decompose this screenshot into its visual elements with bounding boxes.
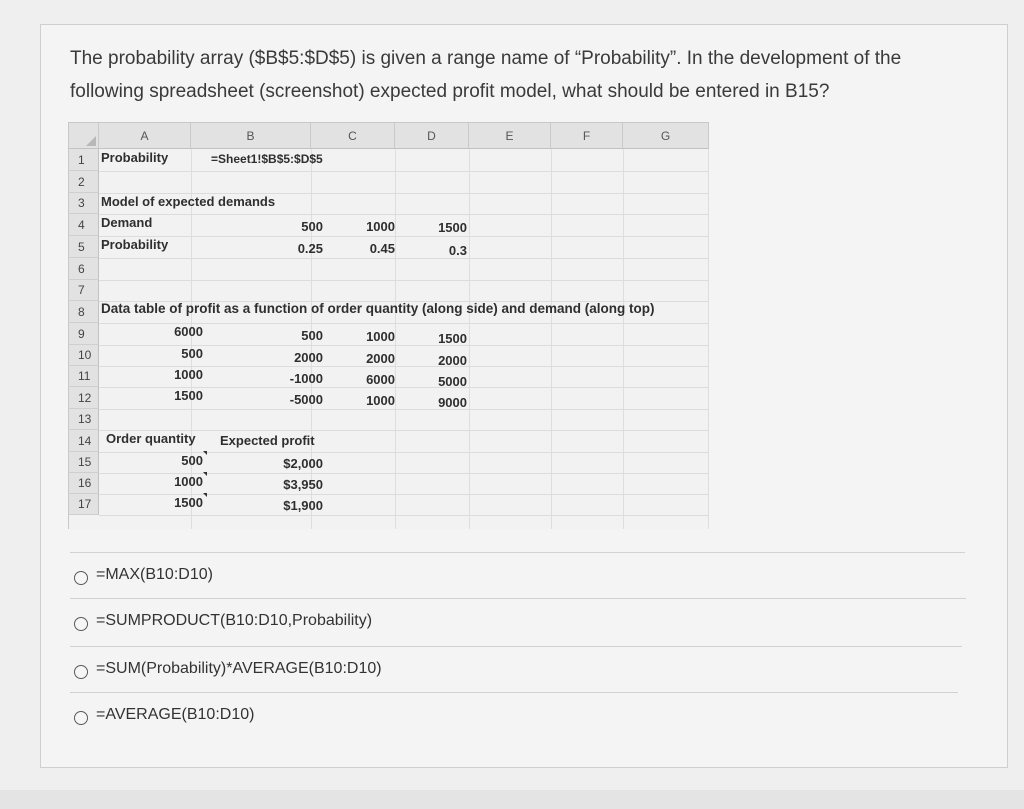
- grid-line: [99, 280, 709, 281]
- cell-d10: 2000: [438, 353, 467, 368]
- grid-line: [99, 171, 709, 172]
- grid-line: [99, 515, 709, 516]
- grid-line: [623, 149, 624, 529]
- cell-a5: Probability: [101, 237, 169, 252]
- row-header: 5: [69, 236, 99, 258]
- col-header-a: A: [99, 123, 191, 149]
- cell-c5: 0.45: [369, 241, 395, 256]
- row-header: 3: [69, 193, 99, 214]
- cell-b4: 500: [301, 219, 323, 234]
- col-header-g: G: [623, 123, 709, 149]
- option-sum-average[interactable]: [70, 646, 962, 691]
- cell-a14: Order quantity: [106, 431, 196, 446]
- cell-c11: 6000: [366, 372, 395, 387]
- cell-d9: 1500: [438, 331, 467, 346]
- page-bottom-edge: [0, 790, 1024, 809]
- cell-a3: Model of expected demands: [101, 194, 276, 209]
- radio-button-icon[interactable]: [74, 711, 88, 725]
- option-average[interactable]: [70, 692, 958, 737]
- cell-d4: 1500: [438, 220, 467, 235]
- option-label[interactable]: =SUM(Probability)*AVERAGE(B10:D10): [96, 660, 382, 677]
- cell-d11: 5000: [438, 374, 467, 389]
- cell-a10: 500: [181, 346, 203, 361]
- col-header-e: E: [469, 123, 551, 149]
- cell-c4: 1000: [366, 219, 395, 234]
- cell-a9: 6000: [174, 324, 203, 339]
- cell-a12: 1500: [174, 388, 203, 403]
- grid-line: [99, 236, 709, 237]
- grid-line: [99, 258, 709, 259]
- radio-button-icon[interactable]: [74, 571, 88, 585]
- cell-a17: 1500: [174, 495, 203, 510]
- row-header: 7: [69, 280, 99, 301]
- cell-a1: Probability: [101, 150, 169, 165]
- option-label[interactable]: =AVERAGE(B10:D10): [96, 706, 255, 723]
- radio-button-icon[interactable]: [74, 665, 88, 679]
- cell-b9: 500: [301, 328, 323, 343]
- row-header: 9: [69, 323, 99, 345]
- cell-c12: 1000: [366, 393, 395, 408]
- question-text: [70, 42, 1000, 108]
- cell-b12: -5000: [289, 392, 323, 407]
- cell-b10: 2000: [294, 350, 323, 365]
- grid-line: [469, 149, 470, 529]
- row-header: 10: [69, 345, 99, 366]
- cell-a8: Data table of profit as a function of order quantity (along side) and demand (along top): [101, 301, 655, 316]
- error-indicator-icon: [203, 472, 207, 476]
- row-header: 2: [69, 171, 99, 193]
- cell-c9: 1000: [366, 329, 395, 344]
- cell-b16: $3,950: [283, 477, 323, 492]
- grid-line: [708, 149, 709, 529]
- cell-a4: Demand: [101, 215, 153, 230]
- cell-b11: -1000: [289, 371, 323, 386]
- cell-b14: Expected profit: [220, 433, 315, 448]
- cell-a16: 1000: [174, 474, 203, 489]
- row-header: 8: [69, 301, 99, 323]
- question-line-2: following spreadsheet (screenshot) expected profit model, what should be entered in B15?: [70, 81, 830, 102]
- cell-a15: 500: [181, 453, 203, 468]
- col-header-c: C: [311, 123, 395, 149]
- error-indicator-icon: [203, 493, 207, 497]
- row-header: 4: [69, 214, 99, 236]
- row-header: 12: [69, 387, 99, 409]
- row-header: 6: [69, 258, 99, 280]
- option-label[interactable]: =MAX(B10:D10): [96, 566, 213, 583]
- cell-b17: $1,900: [283, 498, 323, 513]
- question-line-1: The probability array ($B$5:$D$5) is given a range name of “Probability”. In the development of the: [70, 48, 902, 69]
- cell-d5: 0.3: [448, 243, 467, 258]
- row-header: 15: [69, 452, 99, 473]
- select-all-corner: [69, 123, 99, 149]
- row-header: 14: [69, 430, 99, 452]
- row-header: 13: [69, 409, 99, 430]
- grid-line: [99, 214, 709, 215]
- row-header: 16: [69, 473, 99, 494]
- col-header-f: F: [551, 123, 623, 149]
- radio-button-icon[interactable]: [74, 617, 88, 631]
- cell-d12: 9000: [438, 395, 467, 410]
- row-header: 1: [69, 149, 99, 171]
- spreadsheet-screenshot: [68, 122, 709, 529]
- row-header: 11: [69, 366, 99, 387]
- cell-b1: =Sheet1!$B$5:$D$5: [211, 152, 323, 166]
- cell-b5: 0.25: [297, 241, 323, 256]
- option-sumproduct[interactable]: [70, 598, 966, 643]
- option-max[interactable]: [70, 552, 965, 597]
- col-header-b: B: [191, 123, 311, 149]
- grid-line: [551, 149, 552, 529]
- cell-c10: 2000: [366, 351, 395, 366]
- col-header-d: D: [395, 123, 469, 149]
- error-indicator-icon: [203, 451, 207, 455]
- cell-a11: 1000: [174, 367, 203, 382]
- cell-b15: $2,000: [283, 456, 323, 471]
- option-label[interactable]: =SUMPRODUCT(B10:D10,Probability): [96, 612, 373, 629]
- row-header: 17: [69, 494, 99, 515]
